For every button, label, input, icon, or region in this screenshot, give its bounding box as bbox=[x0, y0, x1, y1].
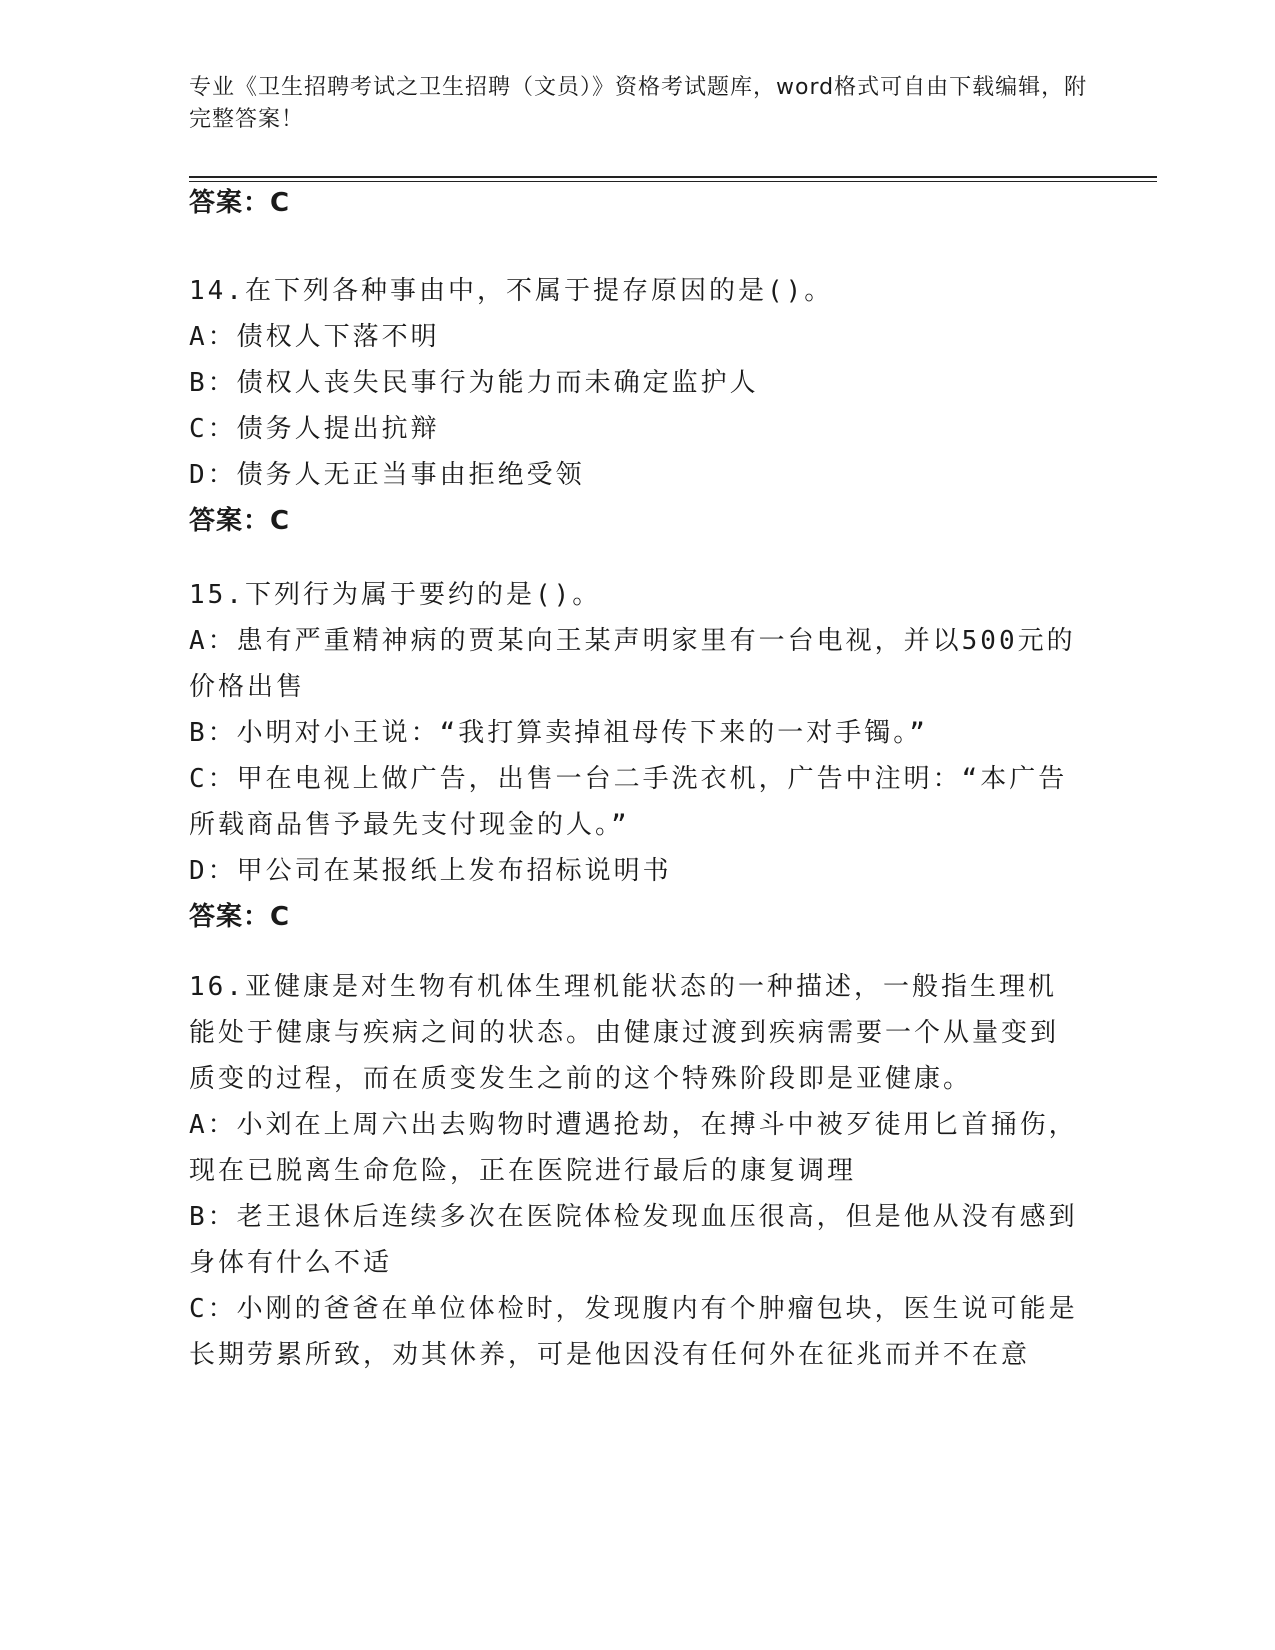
option-c: C：债务人提出抗辩 bbox=[189, 414, 440, 444]
question-16 bbox=[189, 964, 1089, 1378]
option-d: D：债务人无正当事由拒绝受领 bbox=[189, 460, 585, 490]
answer-label: 答案：C bbox=[189, 506, 291, 536]
option-d: D：甲公司在某报纸上发布招标说明书 bbox=[189, 856, 672, 886]
option-b: B：老王退休后连续多次在医院体检发现血压很高，但是他从没有感到身体有什么不适 bbox=[189, 1202, 1078, 1278]
answer-label: 答案：C bbox=[189, 902, 291, 932]
option-b: B：小明对小王说：“我打算卖掉祖母传下来的一对手镯。” bbox=[189, 718, 928, 748]
question-15 bbox=[189, 572, 1089, 940]
option-a: A：债权人下落不明 bbox=[189, 322, 440, 352]
document-header: 专业《卫生招聘考试之卫生招聘（文员）》资格考试题库，word格式可自由下载编辑，附完整答案！ bbox=[189, 75, 1088, 132]
question-14 bbox=[189, 268, 1089, 544]
question-stem: 16.亚健康是对生物有机体生理机能状态的一种描述，一般指生理机能处于健康与疾病之间的状态。由健康过渡到疾病需要一个从量变到质变的过程，而在质变发生之前的这个特殊阶段即是亚健康。 bbox=[189, 972, 1060, 1094]
question-stem: 14.在下列各种事由中，不属于提存原因的是()。 bbox=[189, 276, 834, 306]
option-a: A：小刘在上周六出去购物时遭遇抢劫，在搏斗中被歹徒用匕首捅伤，现在已脱离生命危险，正在医院进行最后的康复调理 bbox=[189, 1110, 1078, 1186]
option-c: C：甲在电视上做广告，出售一台二手洗衣机，广告中注明：“本广告所载商品售予最先支付现金的人。” bbox=[189, 764, 1068, 840]
option-c: C：小刚的爸爸在单位体检时，发现腹内有个肿瘤包块，医生说可能是长期劳累所致，劝其休养，可是他因没有任何外在征兆而并不在意 bbox=[189, 1294, 1078, 1370]
previous-answer-block bbox=[189, 180, 1089, 226]
answer-label: 答案：C bbox=[189, 188, 291, 218]
option-a: A：患有严重精神病的贾某向王某声明家里有一台电视，并以500元的价格出售 bbox=[189, 626, 1076, 702]
question-stem: 15.下列行为属于要约的是()。 bbox=[189, 580, 602, 610]
header-divider-thick bbox=[189, 176, 1157, 178]
option-b: B：债权人丧失民事行为能力而未确定监护人 bbox=[189, 368, 759, 398]
